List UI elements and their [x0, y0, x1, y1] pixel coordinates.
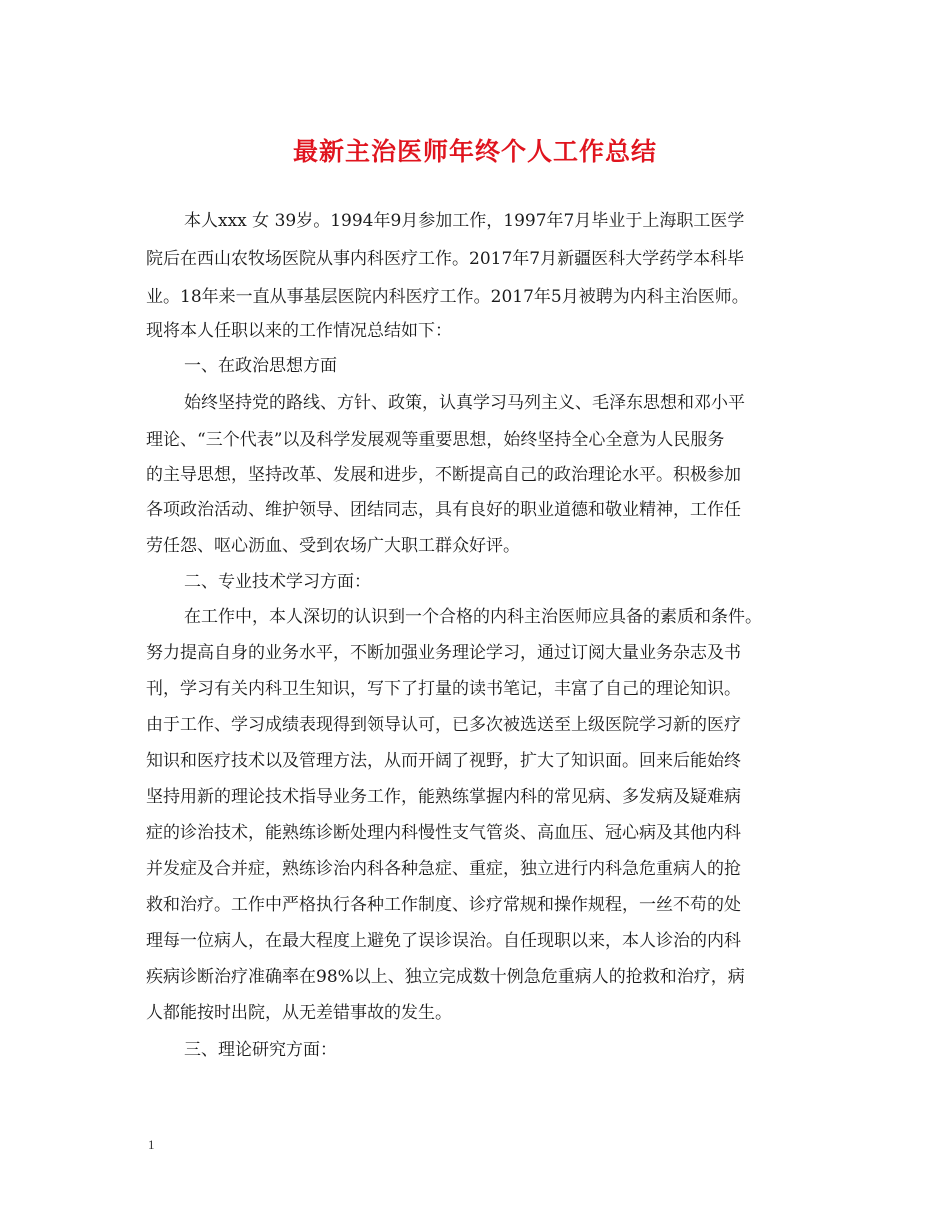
paragraph-line: 坚持用新的理论技术指导业务工作，能熟练掌握内科的常见病、多发病及疑难病 — [146, 787, 741, 807]
page-number: 1 — [148, 1137, 155, 1152]
paragraph-line: 由于工作、学习成绩表现得到领导认可，已多次被选送至上级医院学习新的医疗 — [146, 715, 741, 735]
paragraph-line: 的主导思想，坚持改革、发展和进步，不断提高自己的政治理论水平。积极参加 — [146, 465, 741, 485]
document-title: 最新主治医师年终个人工作总结 — [292, 137, 657, 166]
section-heading: 一、在政治思想方面 — [184, 356, 337, 376]
paragraph-line: 努力提高自身的业务水平，不断加强业务理论学习，通过订阅大量业务杂志及书 — [146, 643, 741, 663]
paragraph-line: 刊，学习有关内科卫生知识，写下了打量的读书笔记，丰富了自己的理论知识。 — [146, 679, 741, 699]
paragraph-line: 始终坚持党的路线、方针、政策，认真学习马列主义、毛泽东思想和邓小平 — [184, 393, 745, 413]
paragraph-line: 理每一位病人，在最大程度上避免了误诊误治。自任现职以来，本人诊治的内科 — [146, 931, 741, 951]
section-heading: 二、专业技术学习方面： — [184, 572, 371, 592]
paragraph-line: 疾病诊断治疗准确率在98%以上、独立完成数十例急危重病人的抢救和治疗，病 — [146, 967, 745, 987]
paragraph-line: 院后在西山农牧场医院从事内科医疗工作。2017年7月新疆医科大学药学本科毕 — [146, 249, 745, 269]
paragraph-line: 现将本人任职以来的工作情况总结如下： — [146, 321, 452, 341]
paragraph-line: 并发症及合并症，熟练诊治内科各种急症、重症，独立进行内科急危重病人的抢 — [146, 859, 741, 879]
paragraph-line: 各项政治活动、维护领导、团结同志，具有良好的职业道德和敬业精神，工作任 — [146, 500, 741, 520]
paragraph-line: 在工作中，本人深切的认识到一个合格的内科主治医师应具备的素质和条件。 — [184, 607, 762, 627]
paragraph-line: 症的诊治技术，能熟练诊断处理内科慢性支气管炎、高血压、冠心病及其他内科 — [146, 823, 741, 843]
paragraph-line: 人都能按时出院，从无差错事故的发生。 — [146, 1003, 452, 1023]
paragraph-line: 劳任怨、呕心沥血、受到农场广大职工群众好评。 — [146, 536, 520, 556]
section-heading: 三、理论研究方面： — [184, 1040, 337, 1060]
paragraph-line: 本人xxx 女 39岁。1994年9月参加工作，1997年7月毕业于上海职工医学 — [184, 211, 745, 231]
paragraph-line: 业。18年来一直从事基层医院内科医疗工作。2017年5月被聘为内科主治医师。 — [146, 287, 749, 307]
paragraph-line: 知识和医疗技术以及管理方法，从而开阔了视野，扩大了知识面。回来后能始终 — [146, 751, 741, 771]
paragraph-line: 理论、“三个代表”以及科学发展观等重要思想，始终坚持全心全意为人民服务 — [146, 430, 725, 450]
paragraph-line: 救和治疗。工作中严格执行各种工作制度、诊疗常规和操作规程，一丝不苟的处 — [146, 895, 741, 915]
